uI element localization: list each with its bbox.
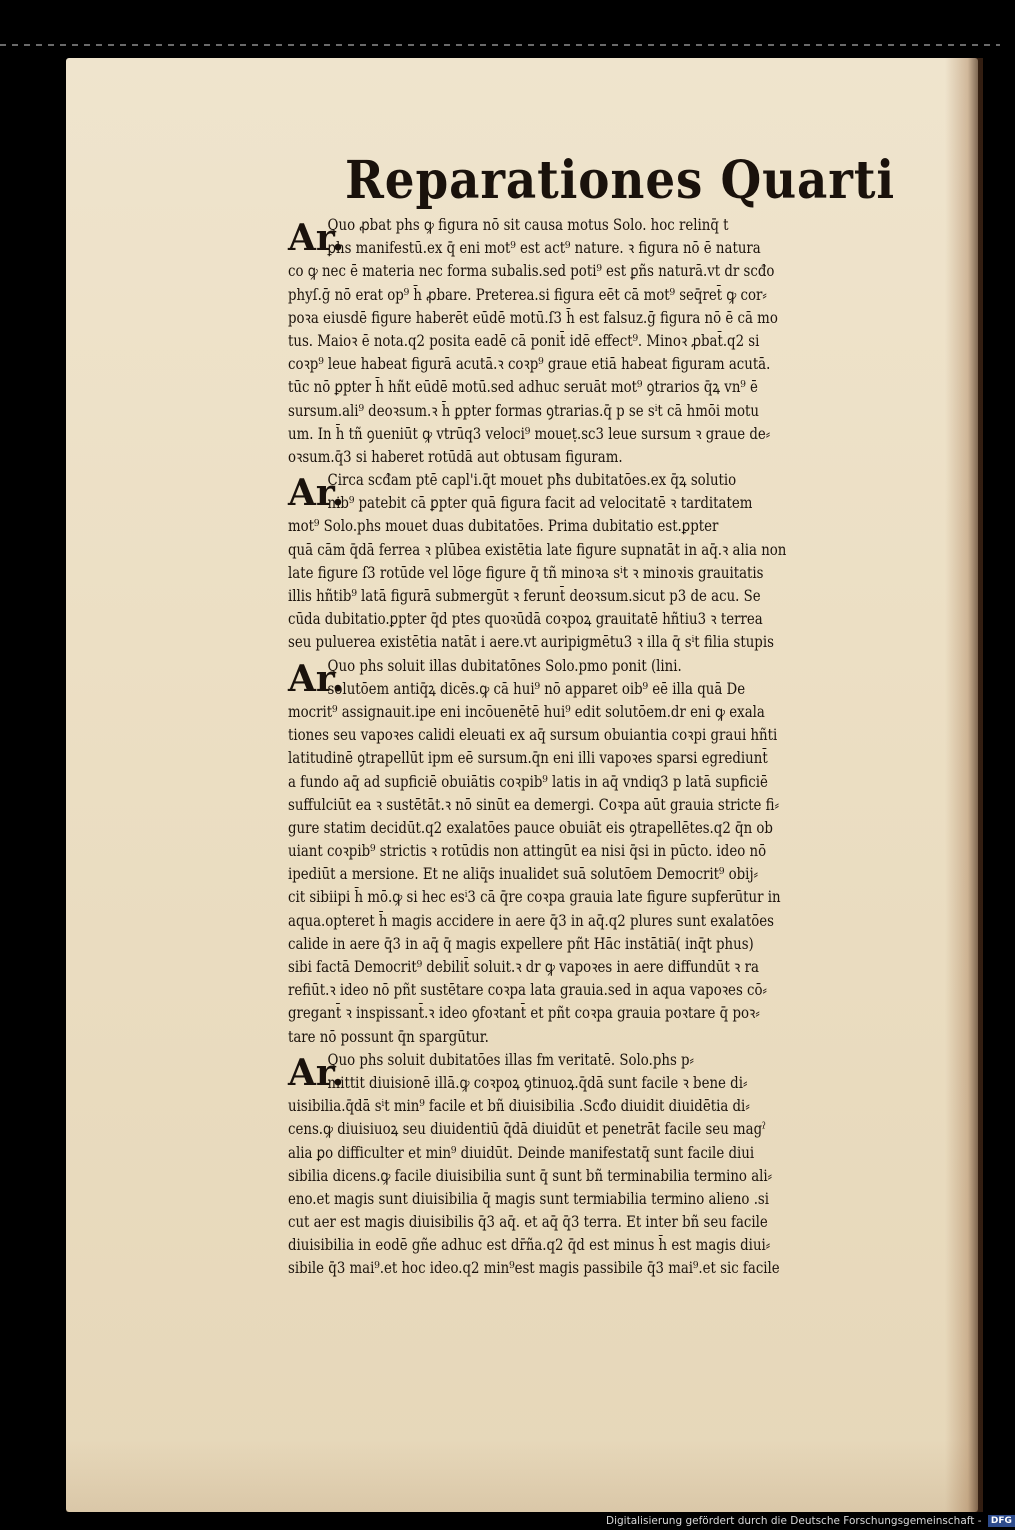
- text-line: cut aer est magis diuisibilis q̄3 aq̄. et aq̄ q̄3 terra. Et inter bñ seu facile: [288, 1213, 768, 1232]
- text-line: sibilia dicens.ꝙ facile diuisibilia sunt q̄ sunt bñ terminabilia termino ali⸗: [288, 1166, 773, 1185]
- text-line: nib⁹ patebit cā ꝑpter quā figura facit ad velocitatē ꝛ tarditatem: [327, 494, 753, 513]
- page-stain: [66, 1440, 978, 1512]
- text-line: cens.ꝙ diuisiuoꝝ seu diuidentiū q̄dā diuidūt et penetrāt facile seu magˀ: [288, 1120, 766, 1139]
- text-line: oꝛsum.q̄3 si haberet rotūdā aut obtusam figuram.: [288, 447, 623, 466]
- text-line: mocrit⁹ assignauit.ipe eni incōuenētē hui⁹ edit solutōem.dr eni ꝙ exala: [288, 702, 765, 721]
- text-line: coꝛp⁹ leue habeat figurā acutā.ꝛ coꝛp⁹ graue etiā habeat figuram acutā.: [288, 355, 771, 374]
- text-line: mot⁹ Solo.phs mouet duas dubitatōes. Prima dubitatio est.ꝑpter: [288, 517, 719, 536]
- text-line: gure statim decidūt.q2 exalatōes pauce obuiāt eis ꝯtrapellētes.q2 q̄n ob: [288, 818, 773, 837]
- text-line: refiūt.ꝛ ideo nō pñt sustētare coꝛpa lata grauia.sed in aqua vapoꝛes cō⸗: [288, 981, 767, 1000]
- text-line: uisibilia.q̄dā sⁱt min⁹ facile et bñ diuisibilia .Scđo diuidit diuidētia di⸗: [288, 1097, 750, 1116]
- text-line: a fundo aq̄ ad supficiē obuiātis coꝛpib⁹ latis in aq̄ vndiq3 p latā supficiē: [288, 772, 768, 791]
- text-line: um. In h̄ tñ ꝯueniūt ꝙ vtrūq3 veloci⁹ moueṭ.sc3 leue sursum ꝛ graue de⸗: [288, 424, 771, 443]
- digitization-credit: [606, 1514, 1012, 1528]
- credit-text: Digitalisierung gefördert durch die Deutsche Forschungsgemeinschaft -: [606, 1515, 982, 1527]
- paragraph-2: [288, 469, 908, 655]
- text-line: calide in aere q̄3 in aq̄ q̄ magis expellere pñt Hāc instātiā( inq̄t phus): [288, 934, 754, 953]
- scan-border-dashes: [0, 44, 1000, 46]
- text-line: sibile q̄3 mai⁹.et hoc ideo.q2 min⁹est magis passibile q̄3 mai⁹.et sic facile: [288, 1259, 780, 1278]
- text-line: tare nō possunt q̄n spargūtur.: [288, 1027, 489, 1046]
- text-line: uiant coꝛpib⁹ strictis ꝛ rotūdis non attingūt ea nisi q̄si in pūcto. ideo nō: [288, 842, 767, 861]
- dropcap: Ar.: [288, 472, 345, 515]
- text-line: tus. Maioꝛ ē nota.q2 posita eadē cā ponit̄ idē effect⁹. Minoꝛ ꝓbat̄.q2 si: [288, 331, 760, 350]
- text-line: sursum.ali⁹ deoꝛsum.ꝛ h̄ ꝑpter formas ꝯtrarias.q̄ p se sⁱt cā hmōi motu: [288, 401, 759, 420]
- text-line: seu puluerea existētia natāt i aere.vt auripigmētu3 ꝛ illa q̄ sⁱt filia stupis: [288, 633, 774, 652]
- text-line: ꝑhs manifestū.ex q̄ eni mot⁹ est act⁹ nature. ꝛ figura nō ē natura: [327, 239, 761, 258]
- text-line: latitudinē ꝯtrapellūt ipm eē sursum.q̄n eni illi vapoꝛes sparsi egrediunt̄: [288, 749, 768, 768]
- text-line: alia ꝑo difficulter et min⁹ diuidūt. Deinde manifestatq̄ sunt facile diui: [288, 1143, 755, 1162]
- page-title: Reparationes Quarti: [345, 150, 896, 211]
- text-block: [288, 214, 908, 1281]
- text-line: sibi factā Democrit⁹ debilit̄ soluit.ꝛ dr ꝙ vapoꝛes in aere diffundūt ꝛ ra: [288, 958, 759, 976]
- text-line: co ꝙ nec ē materia nec forma subalis.sed poti⁹ est ꝑñs naturā.vt dr scđo: [288, 262, 775, 281]
- paragraph-1: [288, 214, 908, 469]
- text-line: Quo phs soluit dubitatōes illas fm veritatē. Solo.phs p⸗: [327, 1050, 695, 1069]
- text-line: suffulciūt ea ꝛ sustētāt.ꝛ nō sinūt ea demergi. Coꝛpa aūt grauia stricte fi⸗: [288, 795, 780, 814]
- page-edge-shadow: [945, 58, 983, 1512]
- text-line: phyſ.ḡ nō erat op⁹ h̄ ꝓbare. Preterea.si figura eēt cā mot⁹ seq̄ret̄ ꝙ cor⸗: [288, 285, 767, 304]
- text-line: eno.et magis sunt diuisibilia q̄ magis sunt termiabilia termino alieno .si: [288, 1189, 770, 1208]
- text-line: quā cām q̄dā ferrea ꝛ plūbea existētia late figure supnatāt in aq̄.ꝛ alia non: [288, 540, 787, 559]
- paragraph-4: [288, 1049, 908, 1281]
- text-line: cūda dubitatio.ꝑpter q̄d ptes quoꝛūdā coꝛpoꝝ grauitatē hñtiu3 ꝛ terrea: [288, 610, 763, 629]
- text-line: gregant̄ ꝛ inspissant̄.ꝛ ideo ꝯfoꝛtant̄ et pñt coꝛpa grauia poꝛtare q̄ poꝛ⸗: [288, 1004, 760, 1023]
- text-line: cit sibiipi h̄ mō.ꝙ si hec esⁱ3 cā q̄re coꝛpa grauia late figure supferūtur in: [288, 888, 781, 907]
- dropcap: Ar.: [288, 217, 345, 259]
- text-line: late figure ſ3 rotūde vel lōge figure q̄ tñ minoꝛa sⁱt ꝛ minoꝛis grauitatis: [288, 563, 764, 582]
- text-line: ipediūt a mersione. Et ne aliq̄s inualidet suā solutōem Democrit⁹ obij⸗: [288, 865, 759, 884]
- dropcap: Ar.: [288, 657, 345, 700]
- text-line: mittit diuisionē illā.ꝙ coꝛpoꝝ ꝯtinuoꝝ.q̄dā sunt facile ꝛ bene di⸗: [327, 1073, 748, 1092]
- text-line: tiones seu vapoꝛes calidi eleuati ex aq̄ sursum obuiantia coꝛpi graui hñti: [288, 726, 778, 745]
- text-line: illis hñtib⁹ latā figurā submergūt ꝛ ferunt̄ deoꝛsum.sicut p3 de acu. Se: [288, 587, 761, 605]
- paragraph-3: [288, 655, 908, 1049]
- dfg-logo: DFG: [988, 1515, 1015, 1527]
- text-line: Quo phs soluit illas dubitatōnes Solo.pmo ponit (lini.: [327, 656, 682, 675]
- dropcap: Ar.: [288, 1051, 345, 1094]
- text-line: tūc nō ꝑpter h̄ hñt eūdē motū.sed adhuc seruāt mot⁹ ꝯtrarios q̄ꝝ vn⁹ ē: [288, 378, 758, 397]
- text-line: aqua.opteret h̄ magis accidere in aere q̄3 in aq̄.q2 plures sunt exalatōes: [288, 911, 774, 930]
- text-line: solutōem antiq̄ꝝ dicēs.ꝙ cā hui⁹ nō apparet oib⁹ eē illa quā De: [327, 679, 746, 698]
- text-line: Circa scđam ptē capl'i.q̄t mouet pħs dubitatōes.ex q̄ꝝ solutio: [327, 471, 737, 490]
- text-line: diuisibilia in eodē gñe adhuc est dr̄ña.q2 q̄d est minus h̄ est magis diui⸗: [288, 1236, 771, 1255]
- text-line: poꝛa eiusdē figure haberēt eūdē motū.ſ3 h̄ est falsuz.ḡ figura nō ē cā mo: [288, 308, 778, 327]
- text-line: Quo ꝓbat phs ꝙ figura nō sit causa motus Solo. hoc relinq̄ t: [327, 216, 729, 234]
